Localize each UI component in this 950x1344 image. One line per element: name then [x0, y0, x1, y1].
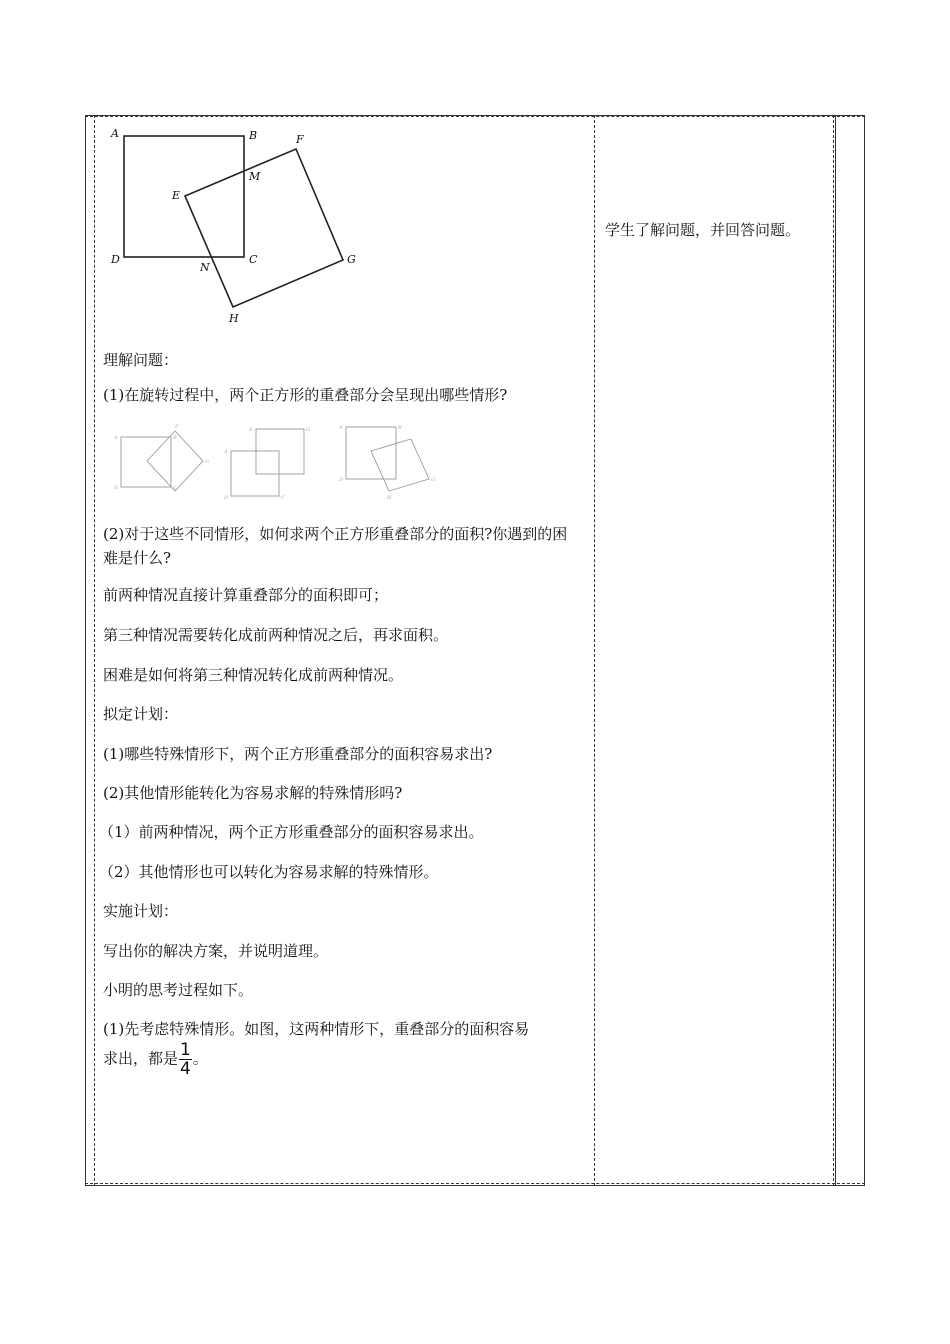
understand-heading: 理解问题：: [103, 351, 179, 369]
col-dash-2: [594, 115, 595, 1186]
special-case-line-1: (1)先考虑特殊情形。如图，这两种情形下，重叠部分的面积容易: [103, 1020, 530, 1038]
rotating-squares-figure: [103, 125, 383, 340]
col-solid-3: [835, 115, 836, 1186]
table-border-right: [864, 115, 865, 1186]
svg-text:D: D: [339, 477, 344, 483]
square-abcd: [124, 136, 244, 257]
svg-text:D: D: [224, 495, 229, 501]
answer-3: 困难是如何将第三种情况转化成前两种情况。: [103, 666, 404, 684]
svg-text:G: G: [306, 427, 310, 433]
table-border-bottom-solid: [85, 1185, 865, 1186]
question-2: (2)对于这些不同情形，如何求两个正方形重叠部分的面积?你遇到的困难是什么?: [103, 525, 568, 567]
table-bottom-dash: [85, 1183, 865, 1184]
student-activity-text: 学生了解问题，并回答问题。: [605, 221, 801, 239]
case-1-diagram: [121, 431, 203, 491]
special-case-prefix: 求出，都是: [103, 1049, 179, 1068]
svg-text:B: B: [398, 425, 402, 431]
plan-question-2: (2)其他情形能转化为容易求解的特殊情形吗?: [103, 784, 403, 802]
svg-text:A: A: [114, 435, 118, 441]
label-A: A: [111, 127, 119, 140]
fraction-denominator: 4: [180, 1059, 191, 1079]
student-activity-cell: [605, 219, 845, 240]
one-quarter-fraction: [179, 1041, 192, 1078]
svg-text:H: H: [387, 495, 392, 501]
svg-text:E: E: [249, 427, 253, 433]
svg-text:D: D: [114, 485, 119, 491]
svg-text:F: F: [175, 424, 179, 430]
case-2-diagram: [231, 429, 304, 496]
plan-answer-2: （2）其他情形也可以转化为容易求解的特殊情形。: [99, 863, 439, 881]
plan-heading: 拟定计划：: [103, 705, 179, 723]
plan-answer-1: （1）前两种情况，两个正方形重叠部分的面积容易求出。: [99, 823, 484, 841]
label-C: C: [249, 253, 258, 266]
svg-text:C: C: [281, 495, 285, 501]
question-1: (1)在旋转过程中，两个正方形的重叠部分会呈现出哪些情形?: [103, 386, 508, 404]
fraction-numerator: 1: [180, 1040, 191, 1060]
label-E: E: [172, 189, 181, 202]
svg-text:A: A: [339, 425, 343, 431]
label-H: H: [229, 312, 239, 325]
svg-text:C: C: [173, 485, 177, 491]
lesson-table: [85, 115, 865, 1186]
overlap-cases-figure: [111, 419, 451, 501]
svg-text:G: G: [205, 459, 209, 465]
label-N: N: [200, 261, 210, 274]
svg-text:G: G: [431, 477, 435, 483]
answer-2: 第三种情况需要转化成前两种情况之后，再求面积。: [103, 626, 449, 644]
implement-line-1: 写出你的解决方案，并说明道理。: [103, 942, 329, 960]
case-3-diagram: [346, 427, 429, 491]
label-D: D: [111, 253, 120, 266]
label-M: M: [249, 170, 261, 183]
label-G: G: [347, 253, 356, 266]
table-border-left: [85, 115, 86, 1186]
special-case-suffix: 。: [192, 1049, 208, 1068]
implement-heading: 实施计划：: [103, 902, 179, 920]
implement-line-2: 小明的思考过程如下。: [103, 981, 254, 999]
label-F: F: [296, 133, 304, 146]
plan-question-1: (1)哪些特殊情形下，两个正方形重叠部分的面积容易求出?: [103, 745, 493, 763]
svg-text:B: B: [173, 435, 177, 441]
special-case-line-2: [103, 1041, 208, 1078]
label-B: B: [249, 129, 258, 142]
col-dash-1: [94, 115, 95, 1186]
square-efgh: [185, 149, 343, 307]
answer-1: 前两种情况直接计算重叠部分的面积即可；: [103, 586, 389, 604]
table-top-dash: [85, 116, 865, 117]
svg-text:A: A: [224, 449, 228, 455]
col-dash-3: [833, 115, 834, 1186]
